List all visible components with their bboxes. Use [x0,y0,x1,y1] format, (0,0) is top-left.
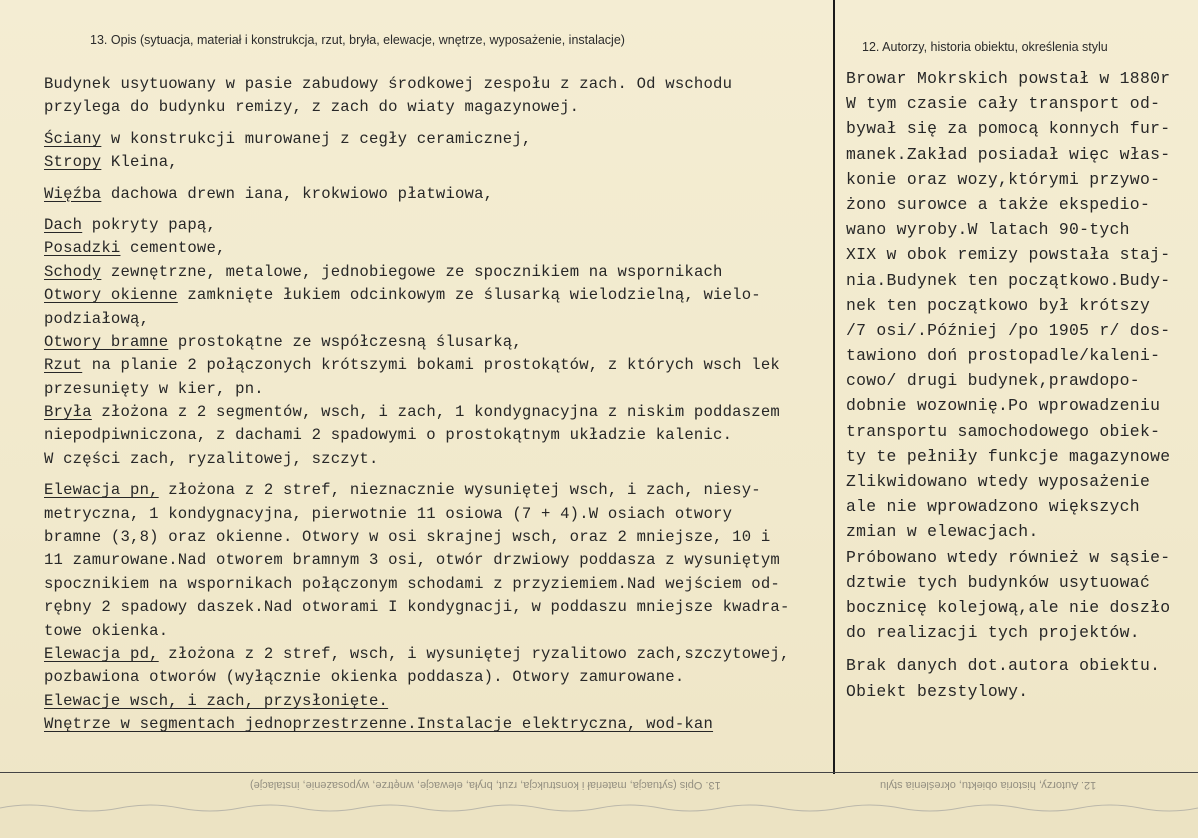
column-divider [833,0,835,838]
underlined-term: Schody [44,262,102,281]
underlined-term: Elewacja pn, [44,481,159,500]
line-text: złożona z 2 stref, nieznacznie wysuniętej wsch, i zach, niesy- [158,481,761,500]
history-line: manek.Zakład posiadał więc włas- [846,144,1171,164]
underlined-term: Elewacja pd, [44,644,159,663]
line-text: pozbawiona otworów (wyłącznie okienka poddasza). Otwory zamurowane. [44,668,685,687]
underlined-term: Elewacje wsch, i zach, przysłonięte. [44,691,389,710]
description-line [44,378,844,401]
line-text: dachowa drewn iana, krokwiowo płatwiowa, [101,184,494,203]
description-line [44,261,844,284]
history-line: nek ten początkowo był krótszy [846,295,1151,315]
line-text: przylega do budynku remizy, z zach do wiaty magazynowej. [44,98,580,117]
underlined-term: Otwory okienne [44,286,178,305]
description-line [44,620,844,643]
section-13-header: 13. Opis (sytuacja, materiał i konstrukcja, rzut, bryła, elewacje, wnętrze, wyposażenie, instalacje) [90,33,625,47]
history-line: W tym czasie cały transport od- [846,94,1161,114]
underlined-term: Otwory bramne [44,332,169,351]
history-line: do realizacji tych projektów. [846,623,1140,643]
history-line: transportu samochodowego obiek- [846,421,1161,441]
description-text-column [44,73,844,737]
line-text: bramne (3,8) oraz okienne. Otwory w osi skrajnej wsch, oraz 2 mniejsze, 10 i [44,528,771,547]
history-line: wano wyroby.W latach 90-tych [846,220,1130,240]
line-text: pokryty papą, [82,215,217,234]
description-line [44,424,844,447]
history-line: ale nie wprowadzono większych [846,497,1140,517]
description-line [44,96,844,119]
description-line [44,354,844,377]
history-line: Brak danych dot.autora obiektu. [846,656,1161,676]
description-line [44,503,844,526]
underlined-term: Dach [44,215,83,234]
line-text: W części zach, ryzalitowej, szczyt. [44,449,379,468]
description-line [44,183,844,206]
bottom-rule [0,772,1198,773]
history-line: Zlikwidowano wtedy wyposażenie [846,472,1151,491]
line-text: metryczna, 1 kondygnacyjna, pierwotnie 11 osiowa (7 + 4).W osiach otwory [44,504,733,523]
description-line [44,479,844,502]
history-line: Próbowano wtedy również w sąsie- [846,547,1171,567]
torn-edge-decoration [0,790,1198,820]
line-text: złożona z 2 stref, wsch, i wysuniętej ryzalitowo zach,szczytowej, [158,644,790,663]
line-text: niepodpiwniczona, z dachami 2 spadowymi o prostokątnym układzie kalenic. [44,426,733,445]
line-text: rębny 2 spadowy daszek.Nad otworami I kondygnacji, w poddaszu mniejsze kwadra- [44,598,790,617]
history-line: bywał się za pomocą konnych fur- [846,119,1171,139]
description-line [44,643,844,666]
description-line [44,128,844,151]
line-text: Budynek usytuowany w pasie zabudowy środkowej zespołu z zach. Od wschodu [44,75,733,93]
underlined-term: Rzut [44,356,83,375]
history-line: bocznicę kolejową,ale nie doszło [846,597,1171,617]
description-line [44,666,844,689]
description-line [44,573,844,596]
section-12-header: 12. Autorzy, historia obiektu, określenia stylu [862,40,1108,54]
description-line [44,448,844,471]
line-text: przesunięty w kier, pn. [44,379,264,398]
line-text: spocznikiem na wspornikach połączonym schodami z przyziemiem.Nad wejściem od- [44,574,780,593]
description-line [44,713,844,736]
line-text: prostokątne ze współczesną ślusarką, [168,332,522,351]
line-text: złożona z 2 segmentów, wsch, i zach, 1 kondygnacyjna z niskim poddaszem [91,403,780,422]
description-line [44,690,844,713]
history-text-column [846,66,1198,704]
history-line: zmian w elewacjach. [846,522,1039,542]
underlined-term: Stropy [44,153,102,172]
history-line: Obiekt bezstylowy. [846,681,1029,701]
line-text: Kleina, [101,153,178,172]
description-line [44,284,844,307]
history-line: tawiono doń prostopadle/kaleni- [846,346,1161,366]
history-line: cowo/ drugi budynek,prawdopo- [846,371,1140,391]
description-line [44,214,844,237]
description-line [44,73,844,96]
line-text: towe okienka. [44,621,169,640]
history-line: dobnie wozownię.Po wprowadzeniu [846,396,1161,416]
history-line: dztwie tych budynków usytuować [846,572,1151,592]
description-line [44,401,844,424]
line-text: zamknięte łukiem odcinkowym ze ślusarką wielodzielną, wielo- [177,286,761,305]
history-line: konie oraz wozy,którymi przywo- [846,169,1161,189]
underlined-term: Więźba [44,184,102,203]
history-line: /7 osi/.Później /po 1905 r/ dos- [846,320,1171,340]
line-text: w konstrukcji murowanej z cegły ceramicznej, [101,129,532,148]
history-line: Browar Mokrskich powstał w 1880r [846,69,1171,88]
description-line [44,237,844,260]
underlined-term: Wnętrze w segmentach jednoprzestrzenne.Instalacje elektryczna, wod-kan [44,715,714,734]
line-text: zewnętrzne, metalowe, jednobiegowe ze spocznikiem na wspornikach [101,262,723,281]
underlined-term: Posadzki [44,239,121,258]
history-line: XIX w obok remizy powstała staj- [846,245,1171,265]
mirrored-header-left: 13. Opis (sytuacja, materiał i konstrukcja, rzut, bryła, elewacje, wnętrze, wyposażenie, instalacje) [250,779,721,791]
history-line: żono surowce a także ekspedio- [846,194,1151,214]
description-line [44,308,844,331]
history-line: nia.Budynek ten początkowo.Budy- [846,270,1171,290]
line-text: na planie 2 połączonych krótszymi bokami prostokątów, z których wsch lek [82,356,780,375]
mirrored-header-right: 12. Autorzy, historia obiektu, określenia stylu [880,779,1097,791]
description-line [44,526,844,549]
description-line [44,549,844,572]
line-text: podziałową, [44,309,150,328]
description-line [44,596,844,619]
history-line: ty te pełniły funkcje magazynowe [846,446,1171,466]
underlined-term: Bryła [44,403,92,422]
description-line [44,151,844,174]
description-line [44,331,844,354]
line-text: 11 zamurowane.Nad otworem bramnym 3 osi, otwór drzwiowy poddasza z wysuniętym [44,551,780,570]
line-text: cementowe, [120,239,226,258]
underlined-term: Ściany [44,129,102,148]
